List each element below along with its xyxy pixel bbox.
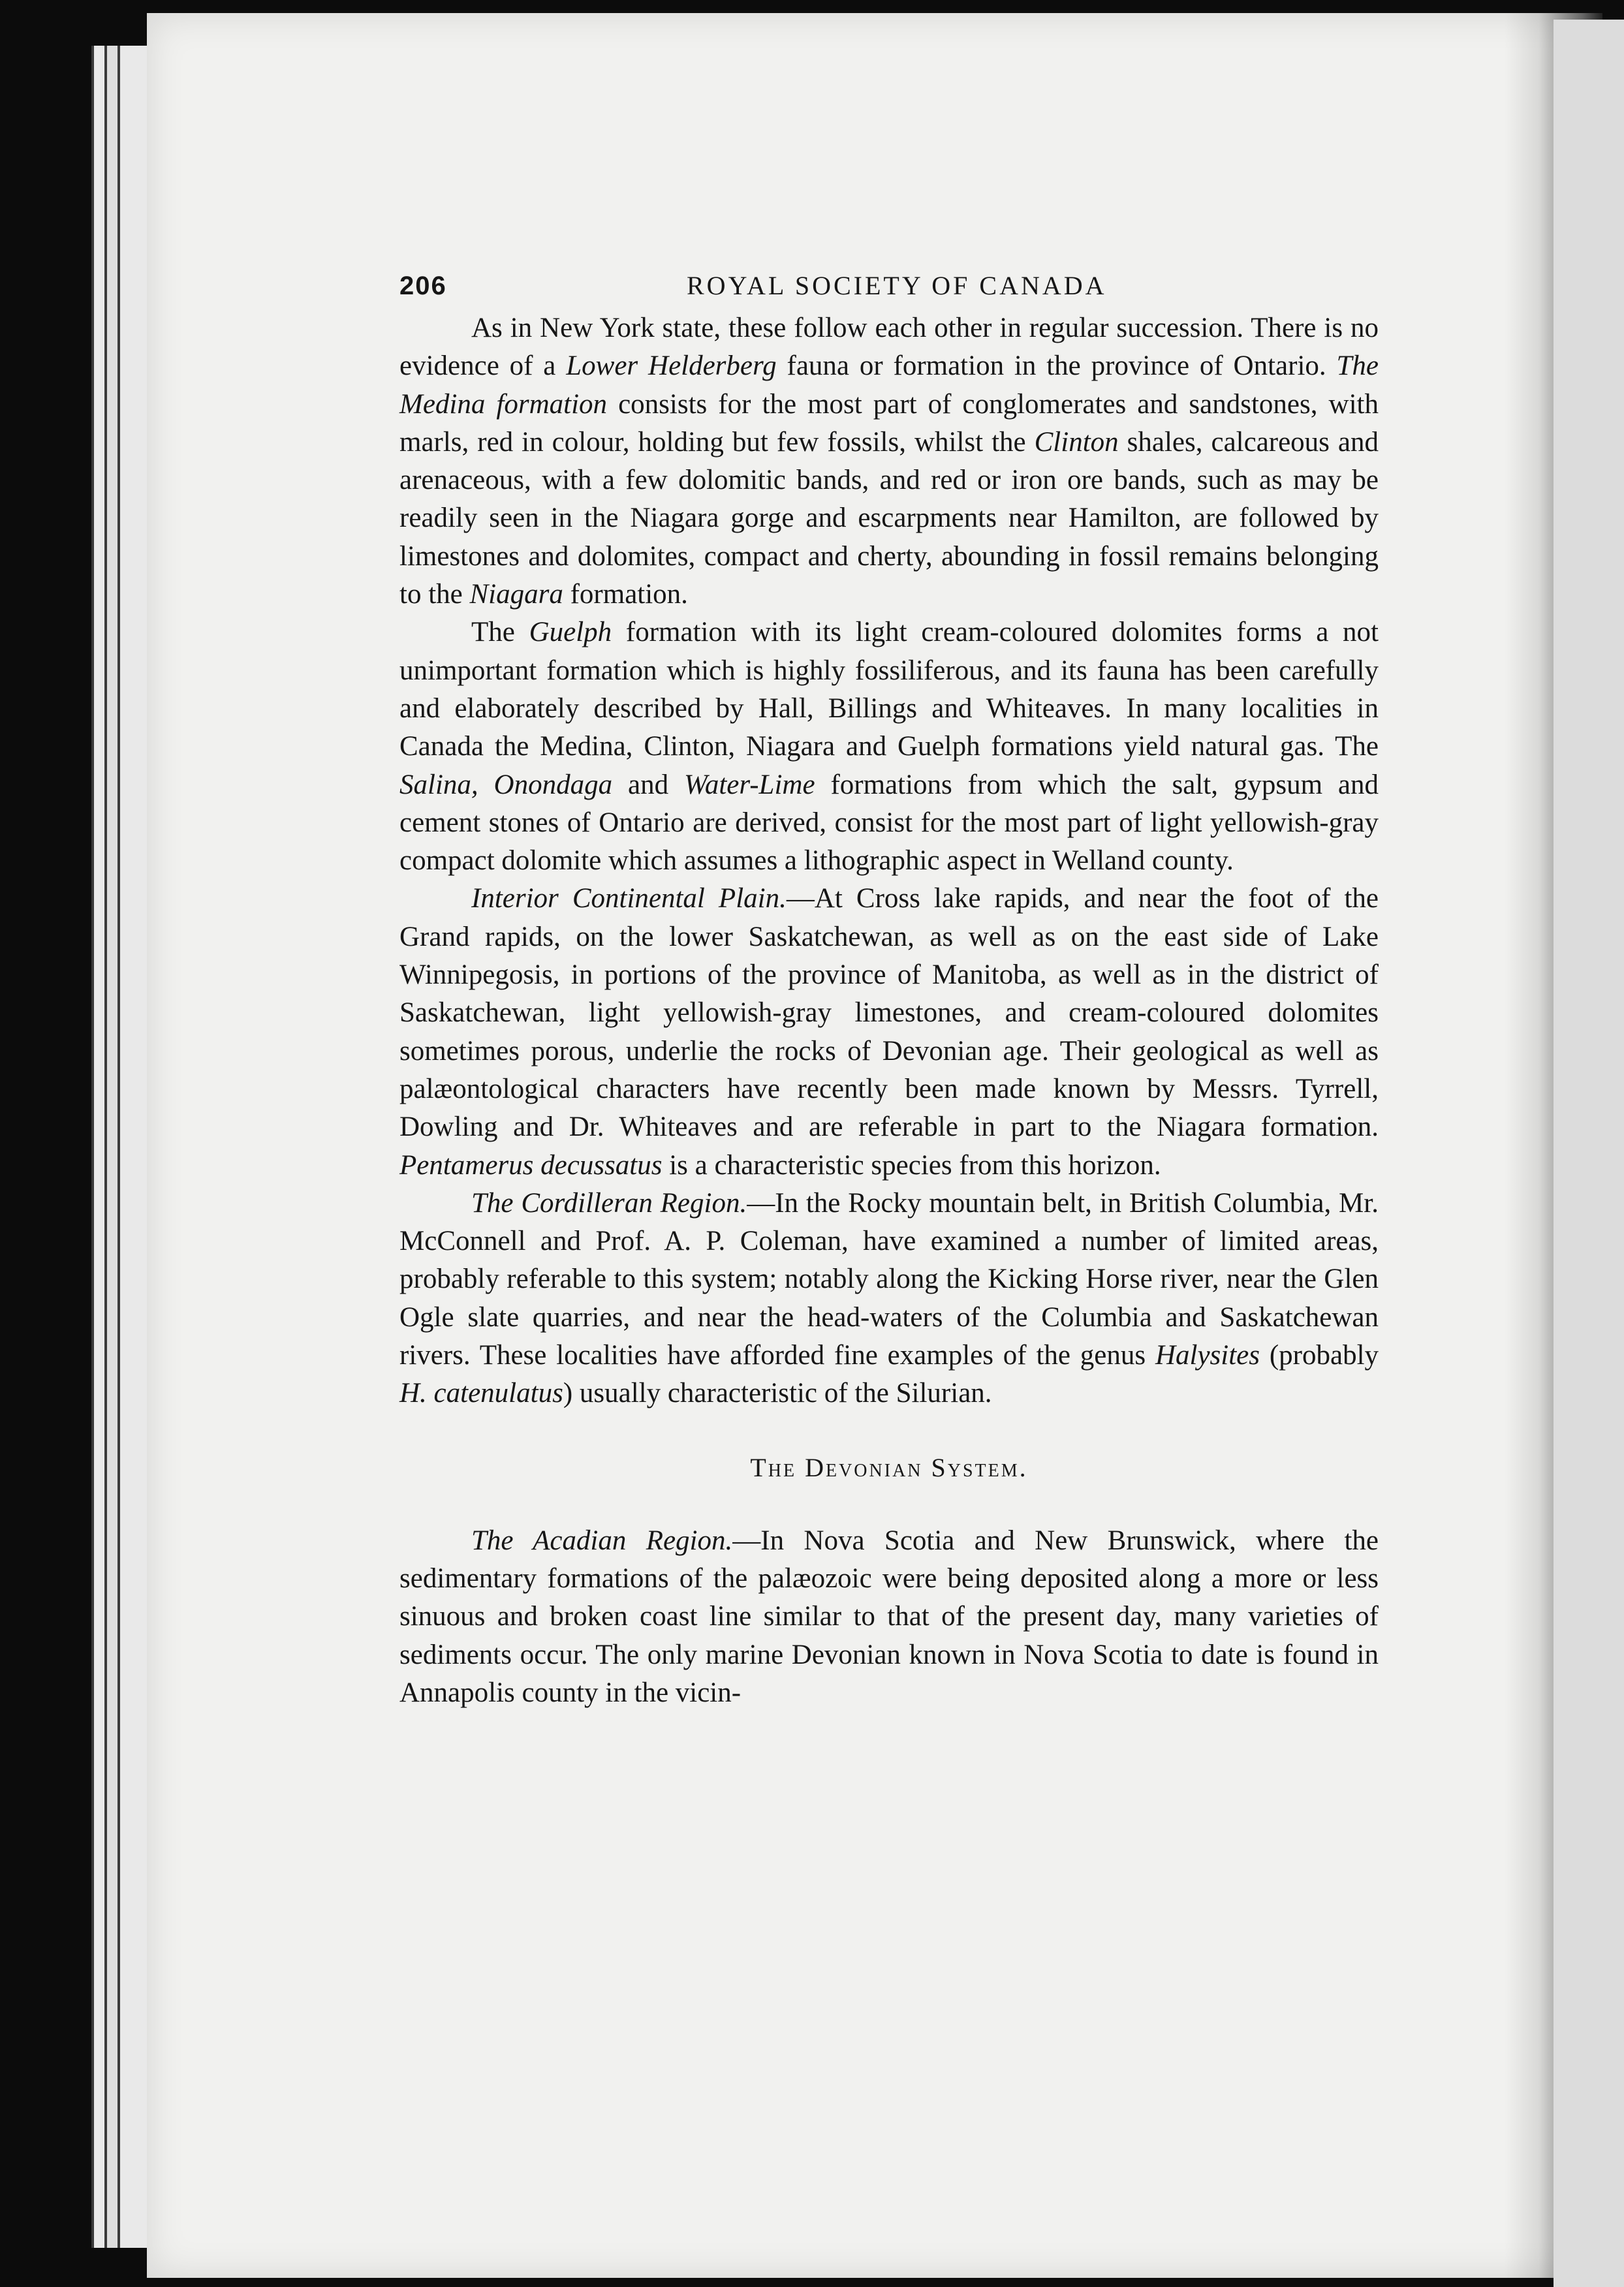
text-run: formations from which the salt, gypsum and cement stones of Ontario are derived, consist for the most part of light yellowish-gray compact dolomite which assumes a lithographic aspect in Welland county. — [399, 769, 1379, 877]
italic-term: Salina, Onondaga — [399, 769, 613, 800]
italic-term: Lower Helderberg — [566, 350, 777, 382]
text-run: ) usually characteristic of the Silurian. — [563, 1378, 992, 1409]
italic-term: Niagara — [469, 579, 563, 610]
paragraph — [399, 880, 1379, 1184]
italic-term: Pentamerus decussatus — [399, 1149, 663, 1181]
facing-page-edge — [1554, 20, 1624, 2287]
italic-heading: Interior Continental Plain. — [471, 883, 787, 914]
text-run: formation. — [563, 579, 688, 610]
italic-term: The Medina formation — [399, 350, 1379, 420]
text-run: (probably — [1260, 1340, 1379, 1371]
paragraph — [399, 614, 1379, 880]
text-run: consists for the most part of conglomerates and sandstones, with marls, red in colour, holding but few fossils, whilst the — [399, 388, 1379, 458]
text-run: —At Cross lake rapids, and near the foot of the Grand rapids, on the lower Saskatchewan, as well as on the east side of Lake Winnipegosis, in portions of the province of Manitoba, as well as in the district of Saskatchewan, light yellowish-gray limestones, and cream-coloured dolomites sometimes porous, underlie the rocks of Devonian age. Their geological as well as palæontological characters have recently been made known by Messrs. Tyrrell, Dowling and Dr. Whiteaves and are referable in part to the Niagara formation. — [399, 883, 1379, 1143]
text-run: As in New York state, these follow each other in regular succession. There is no evidence of a — [399, 313, 1379, 382]
page-number: 206 — [399, 272, 447, 300]
text-run: is a characteristic species from this horizon. — [662, 1149, 1161, 1181]
italic-term: Clinton — [1034, 426, 1119, 458]
text-run: —In Nova Scotia and New Brunswick, where the sedimentary formations of the palæozoic were being deposited along a more or less sinuous and broken coast line similar to that of the present day, many varieties of sediments occur. The only marine Devonian known in Nova Scotia to date is found in Annapolis county in the vicin- — [399, 1525, 1379, 1708]
running-head — [399, 270, 1379, 309]
text-run: fauna or formation in the province of Ontario. — [776, 350, 1337, 382]
paragraph — [399, 1185, 1379, 1413]
text-run: and — [612, 769, 684, 800]
italic-heading: The Cordilleran Region. — [471, 1187, 747, 1219]
paragraph — [399, 1522, 1379, 1712]
italic-term: Halysites — [1155, 1340, 1260, 1371]
page-content — [399, 270, 1379, 1712]
text-run: shales, calcareous and arenaceous, with a few dolomitic bands, and red or iron ore bands, such as may be readily seen in the Niagara gorge and escarpments near Hamilton, are followed by limestones and dolomites, compact and cherty, abounding in fossil remains belonging to the — [399, 426, 1379, 610]
running-head-title: ROYAL SOCIETY OF CANADA — [687, 271, 1107, 300]
paragraph — [399, 309, 1379, 614]
italic-term: Water-Lime — [683, 769, 815, 800]
italic-heading: The Acadian Region. — [471, 1525, 733, 1556]
italic-term: H. catenulatus — [399, 1378, 563, 1409]
text-run: —In the Rocky mountain belt, in British Columbia, Mr. McConnell and Prof. A. P. Coleman, have examined a number of limited areas, probably referable to this system; notably along the Kicking Horse river, near the Glen Ogle slate quarries, and near the head-waters of the Columbia and Saskatchewan rivers. These localities have afforded fine examples of the genus — [399, 1187, 1379, 1371]
italic-term: Guelph — [529, 617, 612, 648]
text-run: formation with its light cream-coloured dolomites forms a not unimportant formation which is highly fossiliferous, and its fauna has been carefully and elaborately described by Hall, Billings and Whiteaves. In many localities in Canada the Medina, Clinton, Niagara and Guelph formations yield natural gas. The — [399, 617, 1379, 762]
section-heading: The Devonian System. — [750, 1452, 1028, 1482]
text-run: The — [471, 617, 529, 648]
